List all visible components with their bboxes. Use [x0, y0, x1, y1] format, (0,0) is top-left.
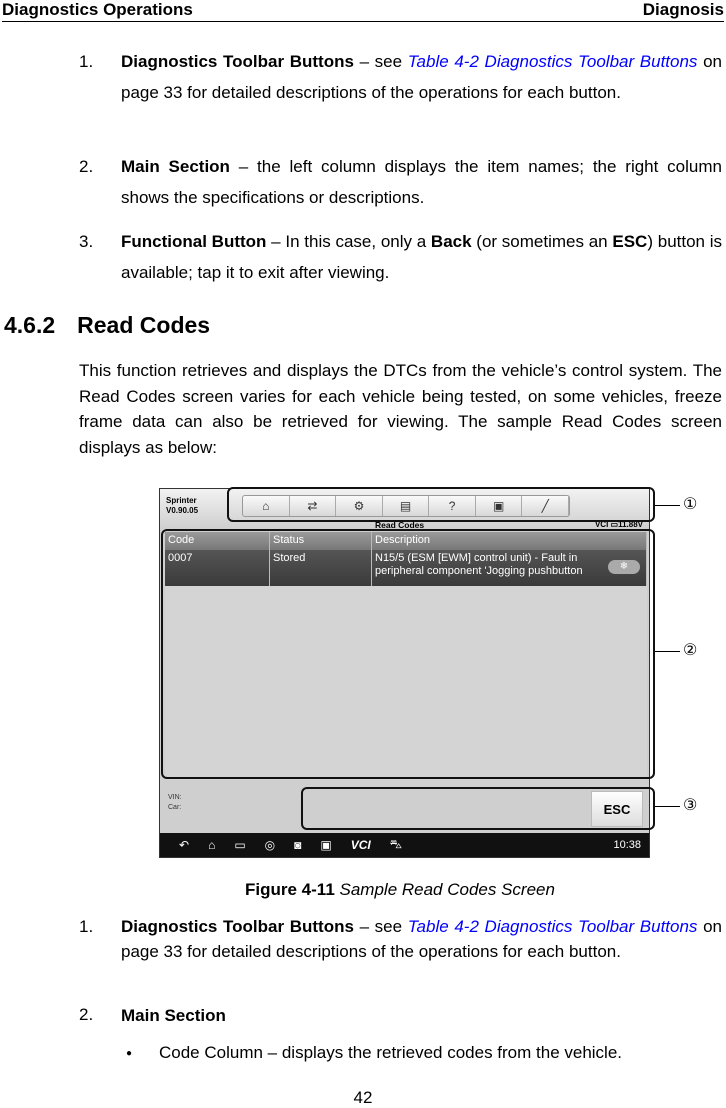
printer-icon[interactable]: ▤ [383, 496, 430, 516]
callout-1: ① [683, 496, 698, 513]
battery-voltage: 11.88V [618, 520, 643, 529]
text: – see [353, 917, 408, 936]
header-right: Diagnosis [642, 0, 724, 19]
list-number: 3. [79, 232, 94, 251]
screen-title: Read Codes [375, 520, 425, 530]
text: (or sometimes an [471, 232, 613, 251]
text: on page 33 for detailed descriptions of the operations for each button. [121, 52, 722, 102]
item-title: Main Section [121, 157, 230, 176]
column-header: Code [165, 532, 270, 550]
section-number: 4.6.2 [4, 312, 56, 338]
list-number: 1. [79, 52, 94, 71]
text: ) button is available; tap it to exit after viewing. [121, 232, 723, 282]
section-title: Read Codes [77, 312, 211, 338]
page-header [2, 0, 724, 22]
car-label: Car: [168, 804, 182, 811]
list-number: 2. [79, 1005, 94, 1024]
column-header: Description [372, 532, 647, 550]
list-item [121, 46, 722, 108]
vehicle-name: Sprinter [166, 496, 197, 505]
item-title: Main Section [121, 1006, 226, 1025]
list-item [121, 914, 722, 964]
code-cell: 0007 [165, 550, 270, 586]
vehicle-labels [168, 793, 182, 813]
table-link[interactable]: Table 4-2 Diagnostics Toolbar Buttons [407, 917, 698, 936]
figure-caption [0, 880, 726, 900]
callout-box-2 [161, 529, 655, 779]
android-nav-bar [160, 833, 649, 857]
display-icon[interactable]: ▣ [320, 838, 332, 852]
figure-label: Figure 4-11 [245, 880, 335, 899]
item-title: Diagnostics Toolbar Buttons [121, 917, 354, 936]
figure-title: Sample Read Codes Screen [334, 880, 555, 899]
list-item [121, 151, 722, 213]
recent-apps-icon[interactable]: ▭ [234, 838, 246, 852]
camera-icon[interactable]: ◙ [294, 838, 302, 852]
vehicle-swap-icon[interactable]: ⇄ [290, 496, 337, 516]
item-title: Diagnostics Toolbar Buttons [121, 52, 354, 71]
item-title: Functional Button [121, 232, 267, 251]
list-item [121, 226, 722, 288]
bullet-icon: ● [126, 1048, 133, 1059]
text: Back [430, 232, 472, 251]
vin-label: VIN: [168, 794, 182, 801]
list-number: 2. [79, 157, 94, 176]
clock: 10:38 [613, 839, 641, 851]
vci-icon[interactable]: VCI [350, 838, 371, 852]
vehicle-info [166, 496, 198, 516]
text: – In this case, only a [266, 232, 431, 251]
text: – see [353, 52, 408, 71]
description-text: N15/5 (ESM [EWM] control unit) - Fault in peripheral component 'Jogging pushbutton [375, 552, 583, 577]
esc-button[interactable]: ESC [591, 791, 643, 827]
column-header: Status [270, 532, 372, 550]
bullet-text: Code Column – displays the retrieved codes from the vehicle. [159, 1043, 623, 1062]
callout-3: ③ [683, 797, 698, 814]
status-indicators: VCI ▭11.88V [594, 520, 643, 529]
save-icon[interactable]: ▣ [476, 496, 523, 516]
home-icon[interactable]: ⌂ [208, 838, 216, 852]
home-icon[interactable]: ⌂ [243, 496, 290, 516]
callout-2: ② [683, 642, 698, 659]
page-number: 42 [353, 1088, 373, 1107]
list-number: 1. [79, 917, 94, 936]
gear-icon[interactable]: ⚙ [336, 496, 383, 516]
help-icon[interactable]: ? [429, 496, 476, 516]
section-heading [4, 312, 232, 339]
paragraph: This function retrieves and displays the DTCs from the vehicle’s control system. The Read Codes screen varies for each vehicle being tested, on some vehicles, freeze frame data can also be retrieved for viewing. The sample Read Codes screen displays as below: [79, 361, 722, 458]
text: ESC [612, 232, 648, 251]
car-icon[interactable]: ⛍ [389, 837, 403, 851]
back-icon[interactable]: ↶ [179, 838, 190, 852]
header-left: Diagnostics Operations [2, 0, 193, 19]
browser-icon[interactable]: ◎ [264, 838, 276, 852]
freeze-frame-icon[interactable]: ❄ [608, 560, 640, 574]
text: on page 33 for detailed descriptions of the operations for each button. [121, 917, 722, 961]
callout-box-3 [301, 787, 655, 830]
callout-box-1 [227, 487, 655, 522]
pen-icon[interactable]: ╱ [522, 496, 569, 516]
status-cell: Stored [270, 550, 372, 586]
vci-icon: VCI [594, 520, 609, 529]
table-link[interactable]: Table 4-2 Diagnostics Toolbar Buttons [407, 52, 698, 71]
version: V0.90.05 [166, 506, 199, 515]
text: – the left column displays the item names; the right column shows the specifications or descriptions. [121, 157, 722, 207]
